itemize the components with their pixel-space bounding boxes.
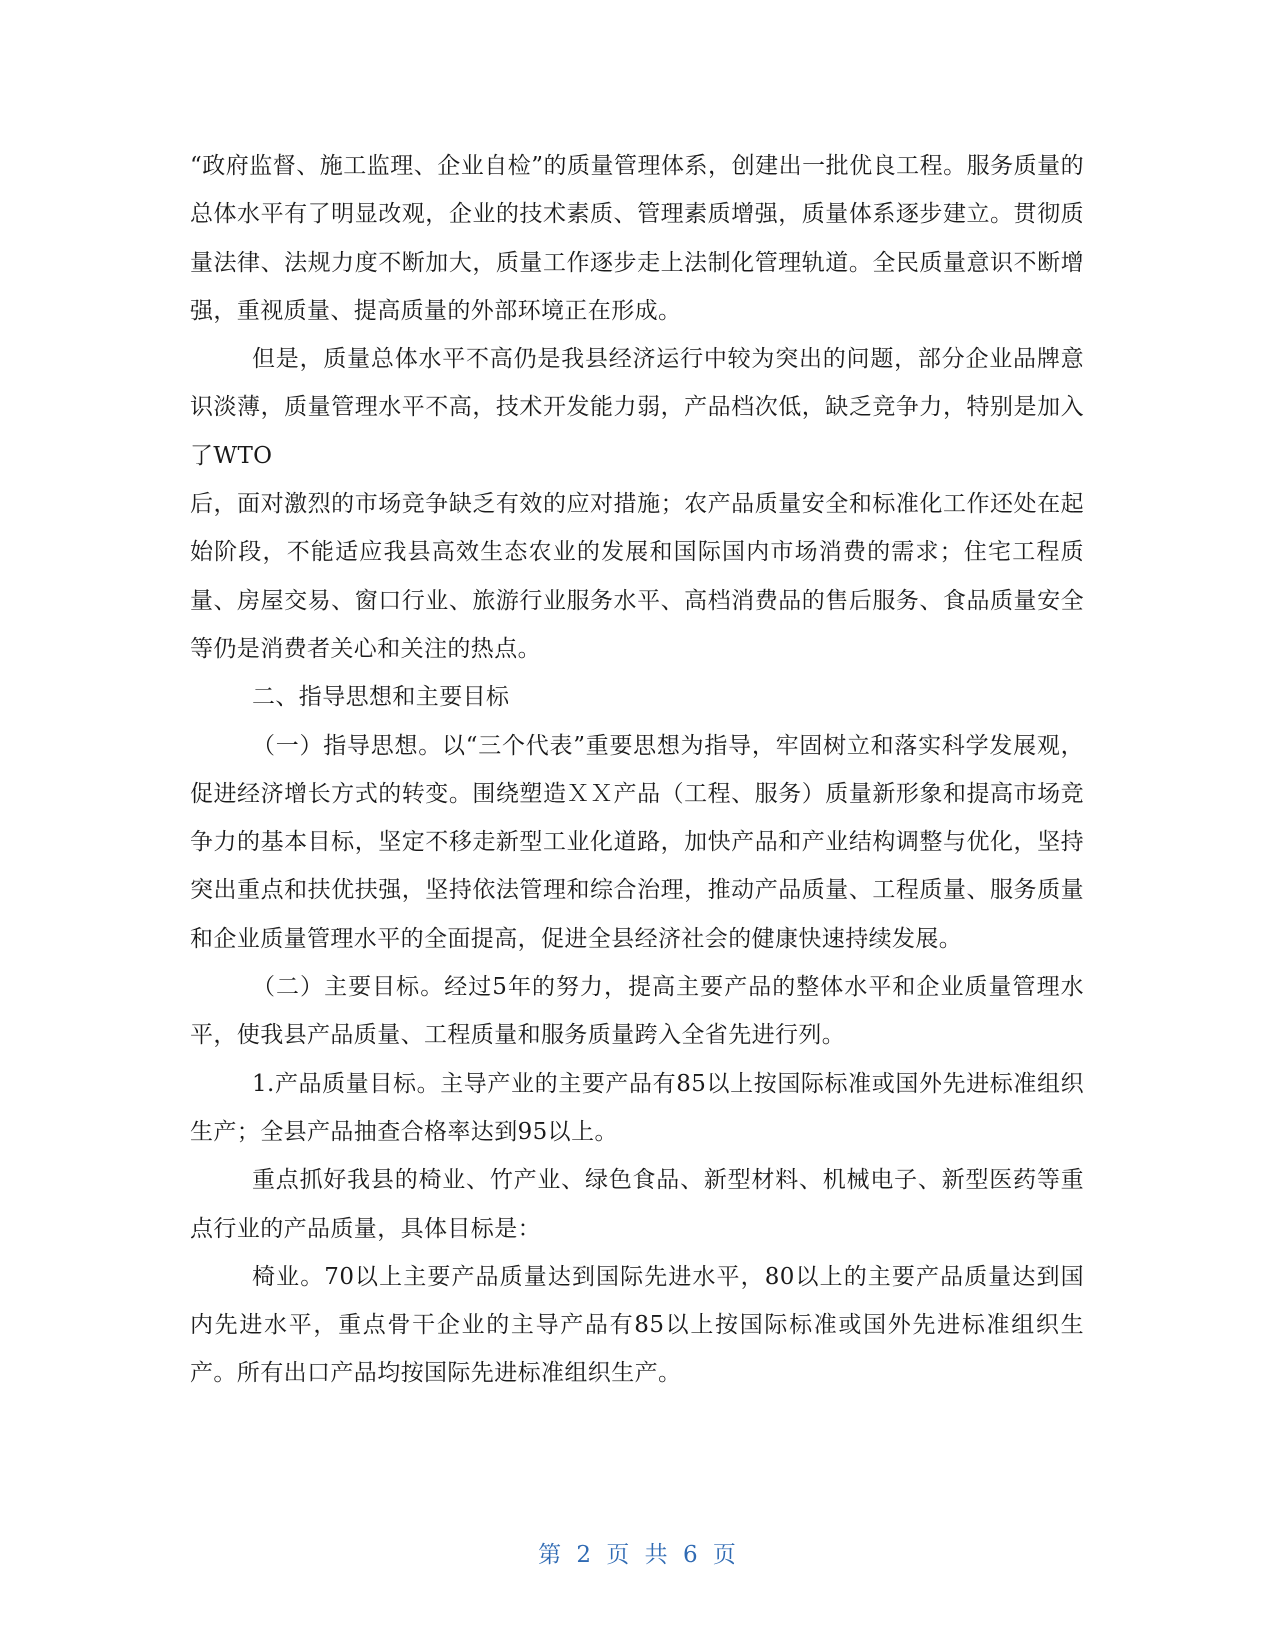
paragraph-chair-industry: 椅业。70以上主要产品质量达到国际先进水平，80以上的主要产品质量达到国内先进水平，重点骨干企业的主导产品有85以上按国际标准或国外先进标准组织生产。所有出口产品均按国际先进标准组织生产。 bbox=[190, 1263, 1084, 1387]
paragraph-key-industries: 重点抓好我县的椅业、竹产业、绿色食品、新型材料、机械电子、新型医药等重点行业的产品质量，具体目标是： bbox=[190, 1167, 1084, 1242]
paragraph-1: “政府监督、施工监理、企业自检”的质量管理体系，创建出一批优良工程。服务质量的总体水平有了明显改观，企业的技术素质、管理素质增强，质量体系逐步建立。贯彻质量法律、法规力度不断加大，质量工作逐步走上法制化管理轨道。全民质量意识不断增强，重视质量、提高质量的外部环境正在形成。 bbox=[190, 153, 1084, 324]
paragraph-main-goals: （二）主要目标。经过5年的努力，提高主要产品的整体水平和企业质量管理水平，使我县产品质量、工程质量和服务质量跨入全省先进行列。 bbox=[190, 974, 1084, 1049]
document-body bbox=[190, 142, 1084, 1398]
paragraph-guiding-thought: （一）指导思想。以“三个代表”重要思想为指导，牢固树立和落实科学发展观，促进经济增长方式的转变。围绕塑造ＸＸ产品（工程、服务）质量新形象和提高市场竞争力的基本目标，坚定不移走新型工业化道路，加快产品和产业结构调整与优化，坚持突出重点和扶优扶强，坚持依法管理和综合治理，推动产品质量、工程质量、服务质量和企业质量管理水平的全面提高，促进全县经济社会的健康快速持续发展。 bbox=[190, 732, 1084, 952]
paragraph-2: 但是，质量总体水平不高仍是我县经济运行中较为突出的问题，部分企业品牌意识淡薄，质量管理水平不高，技术开发能力弱，产品档次低，缺乏竞争力，特别是加入了WTO bbox=[190, 346, 1084, 469]
section-heading-guiding-thought: 二、指导思想和主要目标 bbox=[252, 684, 510, 711]
footer-suffix: 页 bbox=[712, 1542, 737, 1568]
footer-total-word: 共 bbox=[644, 1542, 669, 1568]
footer-current-page: 2 bbox=[576, 1542, 593, 1568]
footer-prefix: 第 bbox=[538, 1542, 563, 1568]
page-footer bbox=[0, 1536, 1275, 1569]
footer-total-pages: 6 bbox=[682, 1542, 699, 1568]
paragraph-3: 后，面对激烈的市场竞争缺乏有效的应对措施；农产品质量安全和标准化工作还处在起始阶段，不能适应我县高效生态农业的发展和国际国内市场消费的需求；住宅工程质量、房屋交易、窗口行业、旅游行业服务水平、高档消费品的售后服务、食品质量安全等仍是消费者关心和关注的热点。 bbox=[190, 491, 1084, 662]
footer-page-word: 页 bbox=[606, 1542, 631, 1568]
paragraph-product-quality-goal: 1.产品质量目标。主导产业的主要产品有85以上按国际标准或国外先进标准组织生产；全县产品抽查合格率达到95以上。 bbox=[190, 1070, 1084, 1145]
